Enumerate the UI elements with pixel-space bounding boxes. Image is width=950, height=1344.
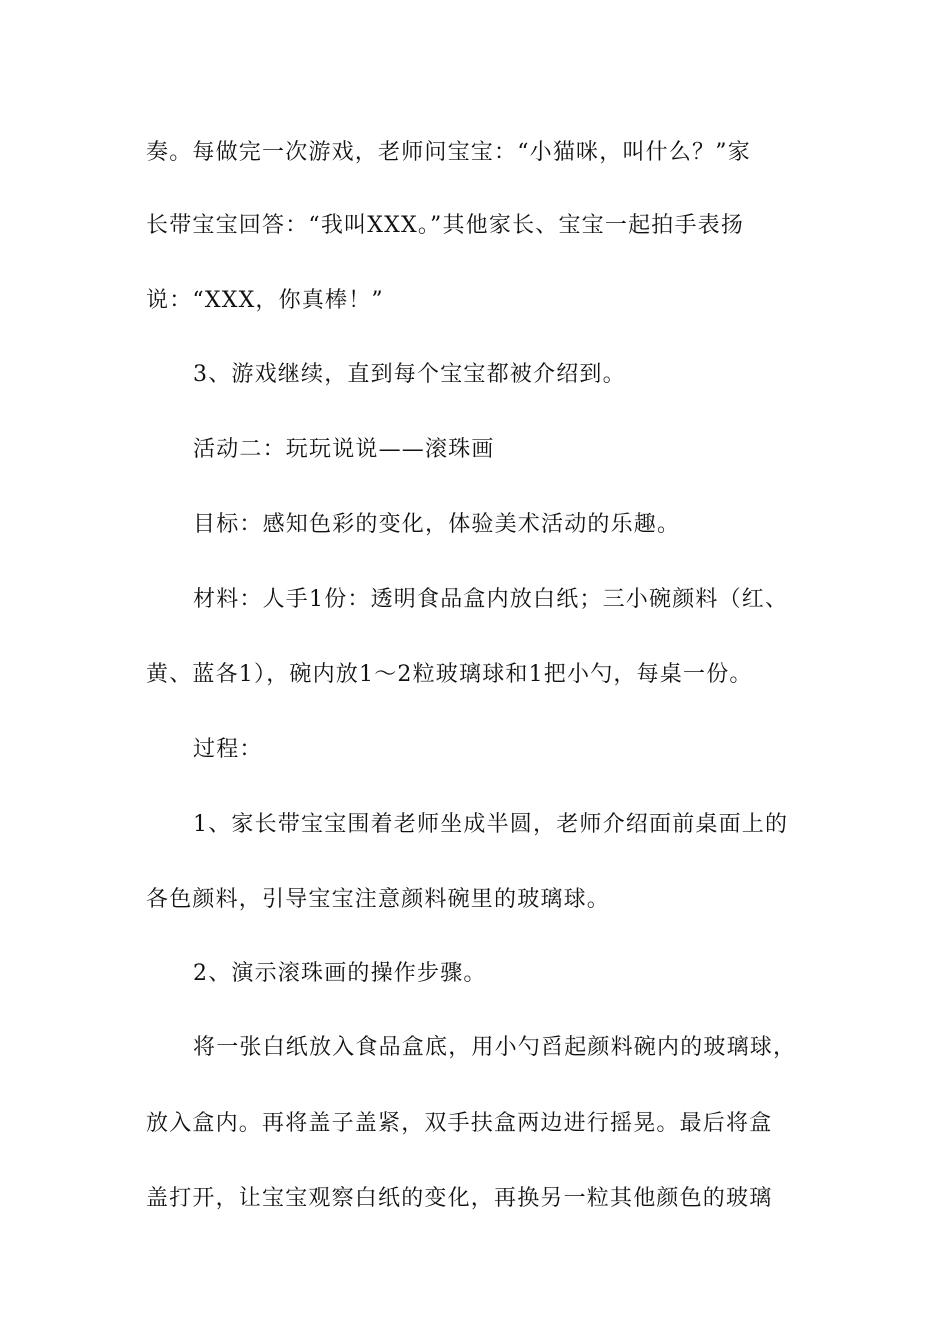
text-line: 将一张白纸放入食品盒底，用小勺舀起颜料碗内的玻璃球， [193,1035,797,1060]
text-line: 奏。每做完一次游戏，老师问宝宝：“小猫咪，叫什么？”家 [146,140,751,165]
text-line: 各色颜料，引导宝宝注意颜料碗里的玻璃球。 [146,887,611,912]
text-line: 长带宝宝回答：“我叫XXX。”其他家长、宝宝一起拍手表扬 [146,213,745,238]
text-line: 盖打开，让宝宝观察白纸的变化，再换另一粒其他颜色的玻璃 [146,1186,773,1211]
text-line: 过程： [193,737,263,762]
text-line: 黄、蓝各1），碗内放1～2粒玻璃球和1把小勺，每桌一份。 [146,662,753,687]
text-line: 材料：人手1份：透明食品盒内放白纸；三小碗颜料（红、 [193,587,789,612]
section-heading: 活动二：玩玩说说——滚珠画 [193,437,495,462]
text-line: 3、游戏继续，直到每个宝宝都被介绍到。 [193,362,626,387]
text-line: 1、家长带宝宝围着老师坐成半圆，老师介绍面前桌面上的 [193,812,789,837]
text-line: 目标：感知色彩的变化，体验美术活动的乐趣。 [193,512,681,537]
text-line: 2、演示滚珠画的操作步骤。 [193,961,487,986]
text-line: 放入盒内。再将盖子盖紧，双手扶盒两边进行摇晃。最后将盒 [146,1111,773,1136]
text-line: 说：“XXX，你真棒！” [146,288,384,313]
